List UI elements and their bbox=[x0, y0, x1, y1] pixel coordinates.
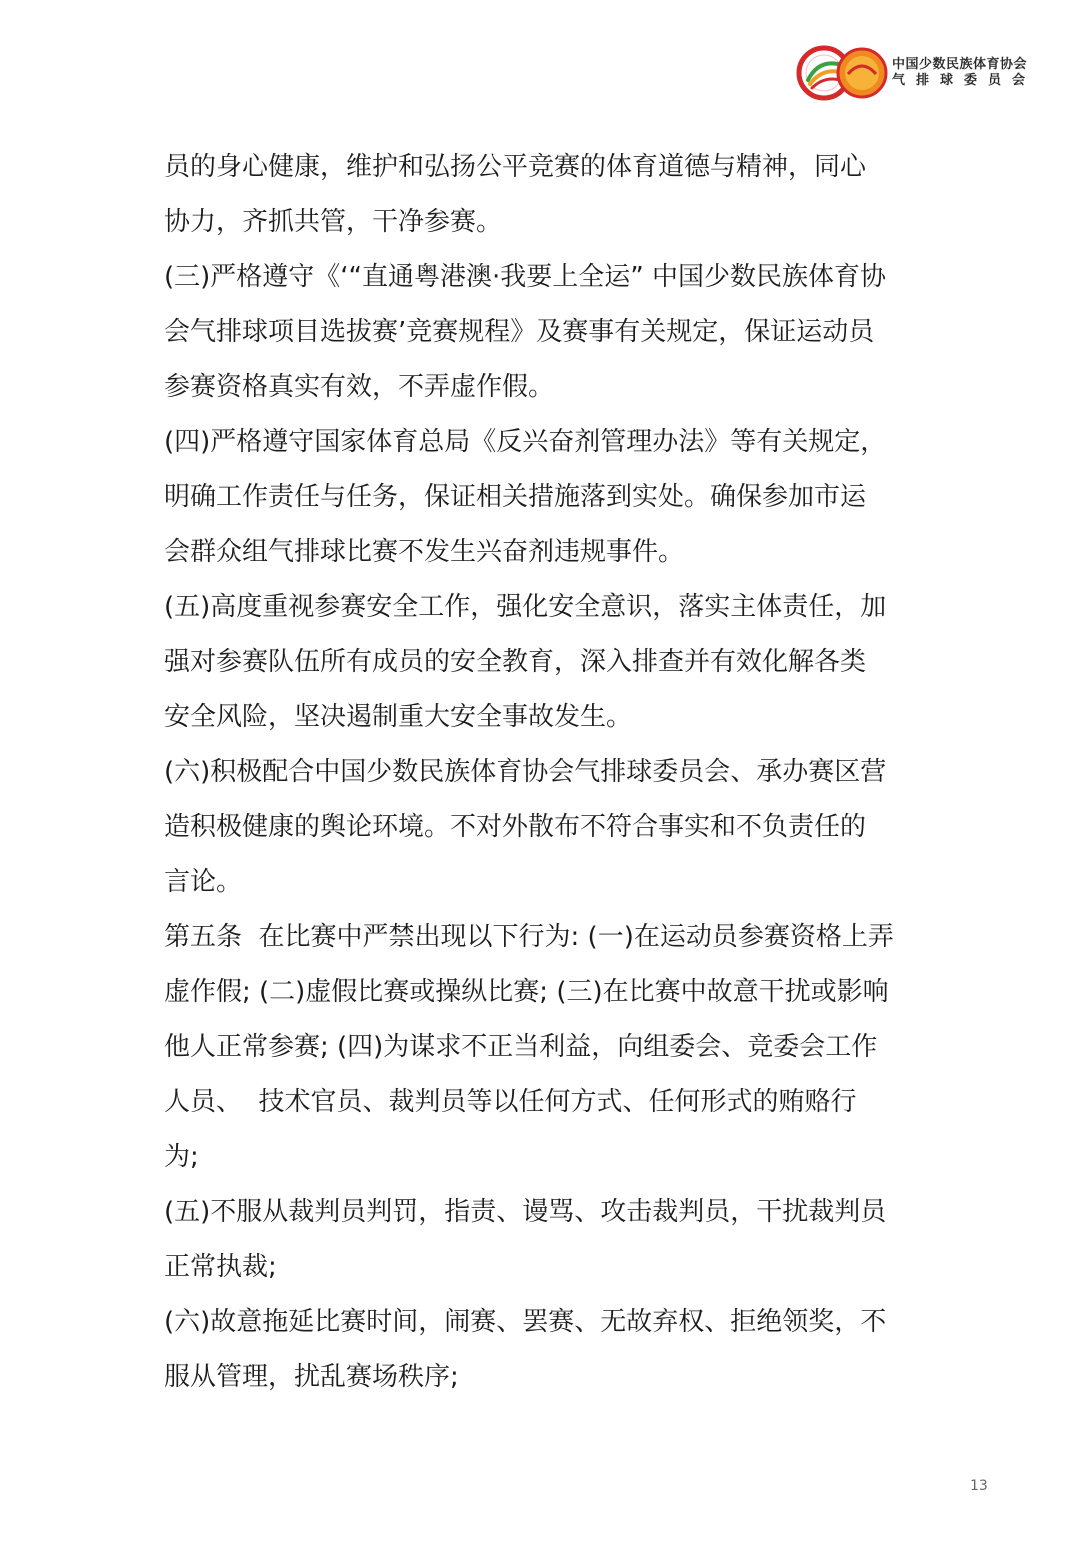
body-line: 参赛资格真实有效，不弄虚作假。 bbox=[164, 372, 555, 402]
body-line: 会群众组气排球比赛不发生兴奋剂违规事件。 bbox=[164, 537, 685, 567]
page-number: 13 bbox=[970, 1478, 988, 1494]
body-line: 安全风险，坚决遏制重大安全事故发生。 bbox=[164, 702, 633, 732]
body-line: (五)不服从裁判员判罚，指责、谩骂、攻击裁判员，干扰裁判员 bbox=[164, 1197, 887, 1227]
association-logo bbox=[796, 44, 888, 102]
body-line: 为; bbox=[164, 1142, 199, 1172]
body-line: 虚作假; (二)虚假比赛或操纵比赛; (三)在比赛中故意干扰或影响 bbox=[164, 977, 889, 1007]
organization-name bbox=[892, 57, 1036, 90]
body-line: 正常执裁; bbox=[164, 1252, 277, 1282]
body-line: 言论。 bbox=[164, 867, 243, 897]
body-line: 强对参赛队伍所有成员的安全教育，深入排查并有效化解各类 bbox=[164, 647, 867, 677]
body-line: 造积极健康的舆论环境。不对外散布不符合事实和不负责任的 bbox=[164, 812, 867, 842]
body-line: (四)严格遵守国家体育总局《反兴奋剂管理办法》等有关规定， bbox=[164, 427, 887, 457]
organization-name-line1: 中国少数民族体育协会 bbox=[891, 56, 1027, 72]
body-line: (三)严格遵守《‘“直通粤港澳·我要上全运” 中国少数民族体育协 bbox=[164, 262, 887, 292]
body-line: 明确工作责任与任务，保证相关措施落到实处。确保参加市运 bbox=[164, 482, 867, 512]
organization-name-line2: 气排球委员会 bbox=[891, 73, 1036, 88]
document-body bbox=[164, 140, 924, 1405]
body-line: (六)积极配合中国少数民族体育协会气排球委员会、承办赛区营 bbox=[164, 757, 887, 787]
body-line: 人员、 技术官员、裁判员等以任何方式、任何形式的贿赂行 bbox=[164, 1087, 857, 1117]
body-line: 他人正常参赛; (四)为谋求不正当利益，向组委会、竞委会工作 bbox=[164, 1032, 878, 1062]
body-line: (五)高度重视参赛安全工作，强化安全意识，落实主体责任，加 bbox=[164, 592, 887, 622]
body-line: 员的身心健康，维护和弘扬公平竞赛的体育道德与精神，同心 bbox=[164, 152, 867, 182]
body-line: (六)故意拖延比赛时间，闹赛、罢赛、无故弃权、拒绝领奖，不 bbox=[164, 1307, 887, 1337]
body-line: 服从管理，扰乱赛场秩序; bbox=[164, 1362, 459, 1392]
page-header bbox=[796, 44, 1036, 102]
body-line: 会气排球项目选拔赛’竞赛规程》及赛事有关规定，保证运动员 bbox=[164, 317, 875, 347]
body-line: 第五条 在比赛中严禁出现以下行为: (一)在运动员参赛资格上弄 bbox=[164, 922, 894, 952]
body-line: 协力，齐抓共管，干净参赛。 bbox=[164, 207, 503, 237]
